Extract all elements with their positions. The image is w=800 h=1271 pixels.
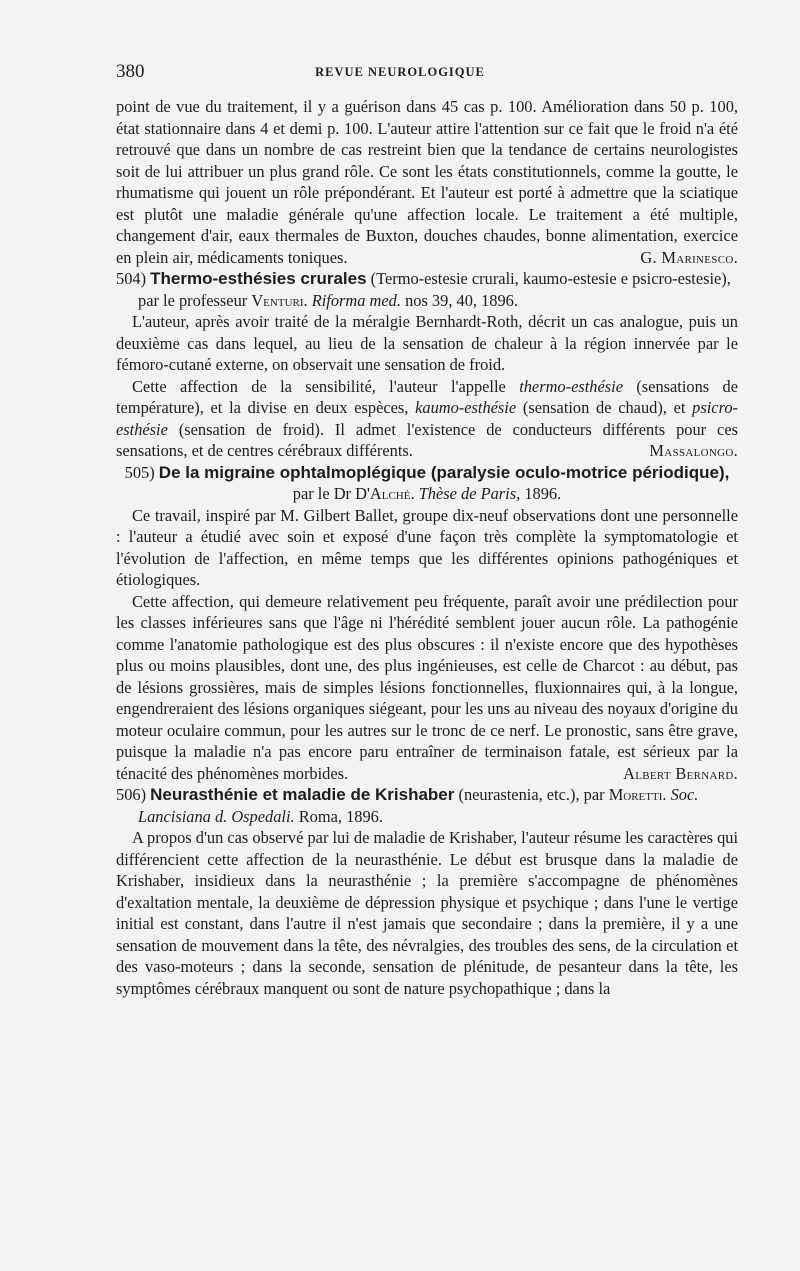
- entry-504-ref: nos 39, 40, 1896.: [405, 290, 518, 310]
- entry-504-p2c: (sensation de chaud), et: [522, 398, 686, 417]
- entry-505-author: D'Alché.: [355, 484, 415, 503]
- intro-signature: G. Marinesco.: [640, 247, 738, 267]
- intro-paragraph: [116, 96, 738, 268]
- running-title: REVUE NEUROLOGIQUE: [315, 65, 485, 79]
- entry-504-number: 504): [116, 269, 147, 288]
- entry-506-paragraph-1: A propos d'un cas observé par lui de maladie de Krishaber, l'auteur résume les caractères qui différencient cette affection de la neurasthénie. Le début est brusque dans la maladie de Krishaber, insidieux dans la neurasthénie ; la première s'accompagne de phénomènes d'exaltation mentale, la deuxième de dépression physique et psychique ; dans l'une le vertige initial est constant, dans l'autre il n'est jamais que secondaire ; dans la première, il y a une sensation de mouvement dans la tête, des névralgies, des troubles des sens, de la circulation et des vaso-moteurs ; dans la seconde, sensation de plénitude, de pesanteur dans la tête, les symptômes cérébraux manquent ou sont de nature psychopathique ; dans la: [116, 828, 739, 998]
- entry-506-journal: Soc. Lancisiana d. Ospedali.: [138, 785, 699, 826]
- page-number: 380: [116, 61, 145, 82]
- entry-506-ref: Roma, 1896.: [298, 806, 383, 826]
- entry-504-signature: Massalongo.: [649, 441, 738, 460]
- entry-506-source: (neurastenia, etc.), par: [458, 785, 605, 804]
- entry-505-title: De la migraine ophtalmoplégique (paralysie oculo-motrice périodique),: [158, 462, 730, 482]
- entry-505-number: 505): [124, 462, 155, 482]
- entry-504-heading: [116, 268, 738, 311]
- entry-504-source: (Termo-estesie crurali, kaumo-estesie e psicro-estesie), par le professeur: [138, 269, 731, 310]
- entry-504-term-1: thermo-esthésie: [519, 376, 623, 396]
- entry-506-number: 506): [116, 785, 147, 804]
- page-body: [116, 96, 738, 999]
- entry-505-work: Thèse de Paris,: [418, 484, 521, 503]
- entry-504-term-2: kaumo-esthésie: [415, 398, 517, 417]
- entry-505-heading: [116, 462, 738, 505]
- entry-506-title: Neurasthénie et maladie de Krishaber: [150, 785, 455, 804]
- entry-504-paragraph-1: L'auteur, après avoir traité de la méralgie Bernhardt-Roth, décrit un cas analogue, puis un deuxième cas dans lequel, au lieu de la sensation de chaleur à la région innervée par le fémoro-cutané externe, on observait une sensation de froid.: [116, 312, 738, 374]
- intro-text: point de vue du traitement, il y a guérison dans 45 cas p. 100. Amélioration dans 50 p. 100, état stationnaire dans 4 et demi p. 100. L'auteur attire l'attention sur ce fait que le froid n'a été retrouvé que dans un nombre de cas restreint bien que la tendance de certains neurologistes soit de lui attribuer un plus grand rôle. Ce sont les états constitutionnels, comme la goutte, le rhumatisme qui jouent un rôle prépondérant. Et l'auteur est porté à admettre que la sciatique est plutôt une maladie générale qu'une affection locale. Le traitement a été multiple, changement d'air, eaux thermales de Buxton, douches chaudes, bonne alimentation, exercice en plein air, médicaments toniques.: [116, 97, 738, 267]
- entry-505-by: par le Dr: [292, 484, 352, 503]
- entry-504-paragraph-2: [116, 376, 738, 462]
- entry-504-p2d: (sensation de froid). Il admet l'existence de conducteurs différents pour ces sensations, et de centres cérébraux différents.: [116, 419, 738, 460]
- entry-506-heading: [116, 784, 738, 827]
- entry-505-year: 1896.: [524, 484, 562, 503]
- entry-504-p2b: (sensations de température), et la divise en deux espèces,: [116, 376, 738, 417]
- entry-504-p2a: Cette affection de la sensibilité, l'auteur l'appelle: [132, 376, 506, 396]
- entry-504-author: Venturi.: [251, 290, 308, 310]
- entry-504-journal: Riforma med.: [311, 290, 401, 310]
- entry-505-p2: Cette affection, qui demeure relativement peu fréquente, paraît avoir une prédilection pour les classes inférieures sans que l'âge ni l'hérédité semblent jouer aucun rôle. La pathogénie comme l'anatomie pathologique est des plus obscures : il n'existe encore que des hypothèses plus ou moins plausibles, dont une, des plus ingénieuses, est celle de Charcot : au début, pas de lésions grossières, mais de simples lésions fonctionnelles, fluxionnaires qui, à la longue, engendreraient des lésions organiques siégeant, pour les uns au niveau des noyaux d'origine du moteur oculaire commun, pour les autres sur le tronc de ce nerf. Le pronostic, sans être grave, puisque la maladie n'a pas encore paru entraîner de terminaison fatale, est sérieux par la ténacité des phénomènes morbides.: [116, 591, 738, 783]
- entry-506-author: Moretti.: [608, 785, 667, 804]
- entry-505-paragraph-1: Ce travail, inspiré par M. Gilbert Ballet, groupe dix-neuf observations dont une personnelle : l'auteur a étudié avec soin et exposé d'une façon très complète la symptomatologie et l'évolution de l'affection, en même temps que les différentes opinions pathogéniques et étiologiques.: [116, 505, 738, 589]
- entry-504-title: Thermo-esthésies crurales: [150, 269, 367, 288]
- entry-504-term-3: psicro-esthésie: [116, 398, 738, 439]
- entry-505-signature: Albert Bernard.: [623, 763, 738, 783]
- entry-505-paragraph-2: [116, 591, 738, 785]
